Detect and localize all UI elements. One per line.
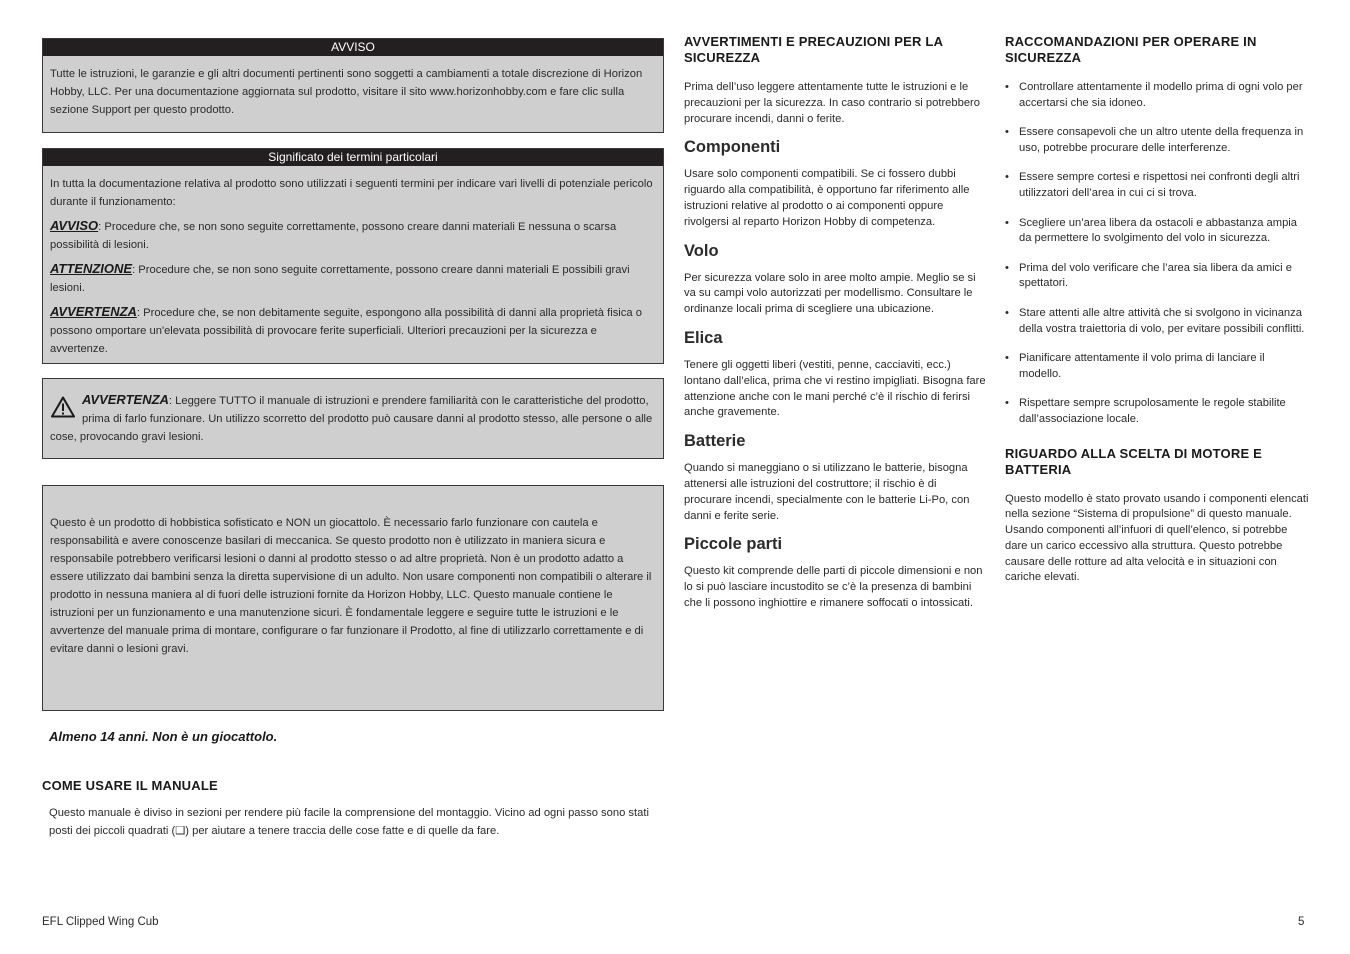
recommendations-list [1005,80,1310,428]
manual-usage-text-part-1: Questo manuale è diviso in sezioni per rendere più facile la comprensione del montaggio. Vicino ad ogni passo sono stati posti dei piccoli quadrati ( [49,807,649,837]
warning-triangle-icon [51,396,76,420]
motor-battery-heading: RIGUARDO ALLA SCELTA DI MOTORE E BATTERIA [1005,445,1263,477]
term-avvertenza: AVVERTENZA [50,304,137,319]
list-item: • Stare attenti alle altre attività che si svolgono in vicinanza della vostra traiettoria di volo, per evitare possibili conflitti. [1005,306,1310,337]
term-definition-avviso [50,217,656,254]
recommendations-heading: RACCOMANDAZIONI PER OPERARE IN SICUREZZA [1005,34,1257,65]
list-item: • Essere sempre cortesi e rispettosi nei confronti degli altri utilizzatori dell’area in cui ci si trova. [1005,170,1310,201]
warning-box [42,378,664,459]
warning-term: AVVERTENZA [82,392,169,407]
info-box-text: Questo è un prodotto di hobbistica sofisticato e NON un giocattolo. È necessario farlo funzionare con cautela e responsabilità e avere conoscenze basilari di meccanica. Se questo prodotto non è utilizzato in maniera sicura e responsabile potrebbero verificarsi lesioni o danni al prodotto stesso o ad altre proprietà. Non è un prodotto adatto a essere utilizzato dai bambini senza la diretta supervisione di un adulto. Non usare componenti non compatibili o alterare il prodotto in nessuna maniera al di fuori delle istruzioni fornite da Horizon Hobby, LLC. Questo manuale contiene le istruzioni per un funzionamento e una manutenzione sicuri. È fondamentale leggere e seguire tutte le istruzioni e le avvertenze del manuale prima di montare, configurare o far funzionare il Prodotto, al fine di utilizzarlo correttamente e di evitare danni o lesioni gravi. [50,517,652,655]
warnings-intro: Prima dell’uso leggere attentamente tutte le istruzioni e le precauzioni per la sicurezza. In caso contrario si potrebbero procurare incendi, danni o ferite. [684,81,980,125]
term-avviso-text: : Procedure che, se non sono seguite correttamente, possono creare danni materiali E nessuna o scarsa possibilità di lesioni. [50,221,617,251]
page-number: 5 [1298,916,1305,928]
terms-box [42,148,664,364]
terms-intro: In tutta la documentazione relativa al prodotto sono utilizzati i seguenti termini per indicare vari livelli di potenziale pericolo durante il funzionamento: [50,178,653,208]
manual-usage-heading: COME USARE IL MANUALE [42,778,218,793]
notice-box-title: AVVISO [43,39,663,56]
term-attenzione-text: : Procedure che, se non sono seguite correttamente, possono creare danni materiali E possibili gravi lesioni. [50,264,630,294]
terms-box-title: Significato dei termini particolari [43,149,663,166]
list-item: • Scegliere un’area libera da ostacoli e abbastanza ampia da permettere lo svolgimento del volo in sicurezza. [1005,216,1310,247]
section-text-batterie: Quando si maneggiano o si utilizzano le batterie, bisogna attenersi alle istruzioni del costruttore; il rischio è di procurare incendi, specialmente con le batterie Li-Po, con danni e ferite serie. [684,462,970,522]
notice-box [42,38,664,133]
warning-text [50,391,656,446]
section-title-batterie: Batterie [684,432,746,451]
warnings-column [684,34,986,612]
footer-product-name: EFL Clipped Wing Cub [42,916,159,928]
list-item: • Controllare attentamente il modello prima di ogni volo per accertarsi che sia idoneo. [1005,80,1310,111]
list-item: • Prima del volo verificare che l’area sia libera da amici e spettatori. [1005,261,1310,292]
term-definition-avvertenza [50,303,656,358]
section-title-piccole-parti: Piccole parti [684,535,783,554]
list-item: • Rispettare sempre scrupolosamente le regole stabilite dall’associazione locale. [1005,396,1310,427]
age-notice: Almeno 14 anni. Non è un giocattolo. [49,729,278,744]
warnings-heading: AVVERTIMENTI E PRECAUZIONI PER LA SICUREZZA [684,34,943,65]
recommendations-column [1005,34,1310,586]
manual-usage-text [49,804,661,840]
notice-box-text: Tutte le istruzioni, le garanzie e gli altri documenti pertinenti sono soggetti a cambiamenti a totale discrezione di Horizon Hobby, LLC. Per una documentazione aggiornata sul prodotto, visitare il sito www.horizonhobby.com e fare clic sulla sezione Support per questo prodotto. [50,68,643,116]
section-text-piccole-parti: Questo kit comprende delle parti di piccole dimensioni e non lo si può lasciare incustodito se c’è la presenza di bambini che li possono inghiottire e rimanere soffocati o intossicati. [684,565,983,609]
term-attenzione: ATTENZIONE [50,261,133,276]
section-text-volo: Per sicurezza volare solo in aree molto ampie. Meglio se si va su campi volo autorizzati per modellismo. Consultare le ordinanze locali prima di scegliere una ubicazione. [684,271,976,316]
list-item: • Pianificare attentamente il volo prima di lanciare il modello. [1005,351,1310,382]
info-box [42,485,664,711]
term-definition-attenzione [50,260,656,297]
section-title-componenti: Componenti [684,138,781,157]
section-title-elica: Elica [684,328,723,347]
term-avvertenza-text: : Procedure che, se non debitamente seguite, espongono alla possibilità di danni alla proprietà fisica o possono omportare un'elevata possibilità di provocare ferite superficiali. Ulteriori precauzioni per la sicurezza e avvertenze. [50,307,642,355]
checkbox-icon: ❑ [175,824,186,837]
warning-body: : Leggere TUTTO il manuale di istruzioni e prendere familiarità con le caratteristiche del prodotto, prima di farlo funzionare. Un utilizzo scorretto del prodotto può causare danni al prodotto stesso, alle persone o alle cose, provocando gravi lesioni. [50,395,653,443]
manual-usage-text-part-2: ) per aiutare a tenere traccia delle cose fatte e di quelle da fare. [185,825,500,837]
motor-battery-text: Questo modello è stato provato usando i componenti elencati nella sezione “Sistema di propulsione” di questo manuale. Usando componenti all’infuori di quell’elenco, si potrebbe dare un carico eccessivo alla struttura. Questo potrebbe causare delle rotture ad alta velocità e in situazioni con cariche elevati. [1005,492,1309,584]
section-text-elica: Tenere gli oggetti liberi (vestiti, penne, cacciaviti, ecc.) lontano dall’elica, prima che vi restino impigliati. Bisogna fare attenzione anche con le mani perché c’è il rischio di ferirsi anche gravemente. [684,358,986,419]
section-text-componenti: Usare solo componenti compatibili. Se ci fossero dubbi riguardo alla compatibilità, è opportuno far riferimento alle istruzioni relative al prodotto o ai componenti oppure rivolgersi al reparto Horizon Hobby di competenza. [684,168,970,228]
section-title-volo: Volo [684,241,719,260]
list-item: • Essere consapevoli che un altro utente della frequenza in uso, potrebbe procurare delle interferenze. [1005,125,1310,156]
term-avviso: AVVISO [50,218,99,233]
